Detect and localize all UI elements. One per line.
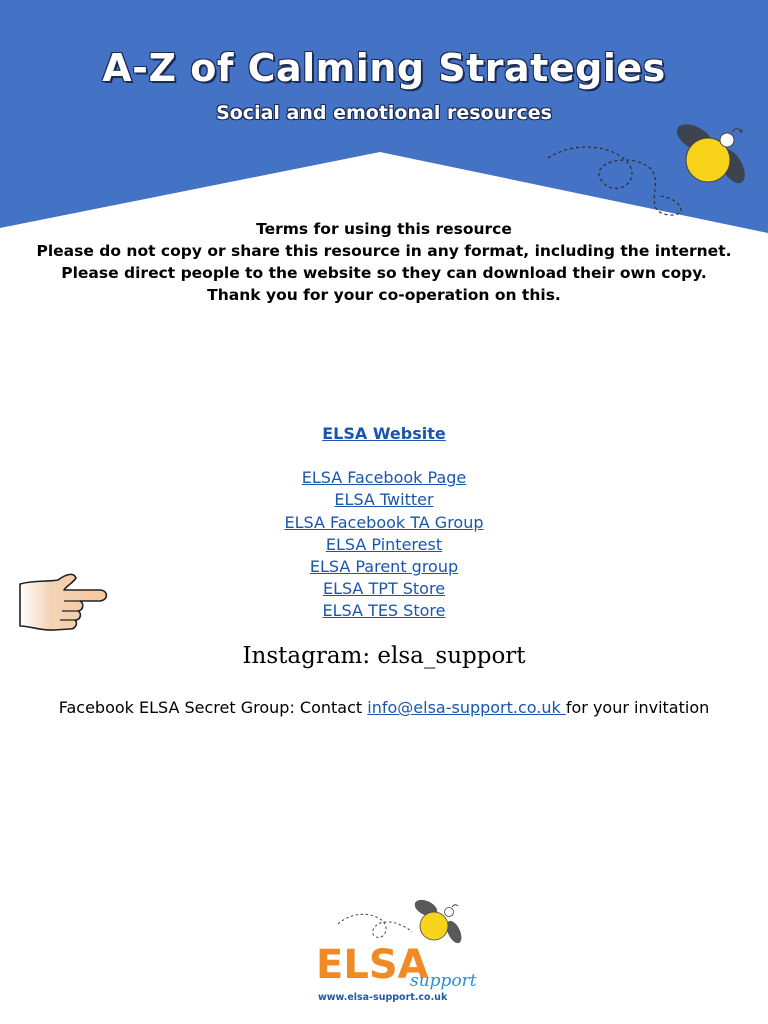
instagram-handle: Instagram: elsa_support [242, 643, 526, 669]
terms-heading: Terms for using this resource [256, 220, 512, 238]
contact-prefix: Facebook ELSA Secret Group: Contact [58, 698, 368, 717]
elsa-support-logo [308, 896, 478, 1008]
terms-line: Thank you for your co-operation on this. [207, 286, 561, 304]
tes-store-link[interactable]: ELSA TES Store [322, 601, 446, 621]
tpt-store-link[interactable]: ELSA TPT Store [322, 579, 446, 599]
contact-suffix: for your invitation [565, 698, 710, 717]
terms-line: Please do not copy or share this resource in any format, including the internet. [36, 242, 732, 260]
pinterest-link[interactable]: ELSA Pinterest [325, 534, 443, 554]
page-subtitle: Social and emotional resources [216, 102, 552, 124]
facebook-page-link[interactable]: ELSA Facebook Page [301, 468, 467, 488]
parent-group-link[interactable]: ELSA Parent group [309, 557, 459, 577]
bee-icon [540, 118, 760, 223]
terms-line: Please direct people to the website so they can download their own copy. [61, 264, 707, 282]
terms-section [0, 218, 768, 306]
logo-url: www.elsa-support.co.uk [318, 992, 448, 1003]
facebook-ta-group-link[interactable]: ELSA Facebook TA Group [284, 512, 484, 532]
pointing-hand-icon [14, 570, 112, 638]
logo-brand: ELSA [316, 942, 429, 988]
logo-tagline: support [410, 971, 477, 991]
twitter-link[interactable]: ELSA Twitter [334, 490, 434, 510]
elsa-website-link[interactable]: ELSA Website [322, 424, 446, 443]
links-section [0, 423, 768, 623]
page-title: A-Z of Calming Strategies [102, 46, 666, 90]
secret-group-contact [0, 698, 768, 717]
contact-email-link[interactable]: info@elsa-support.co.uk [367, 698, 566, 717]
